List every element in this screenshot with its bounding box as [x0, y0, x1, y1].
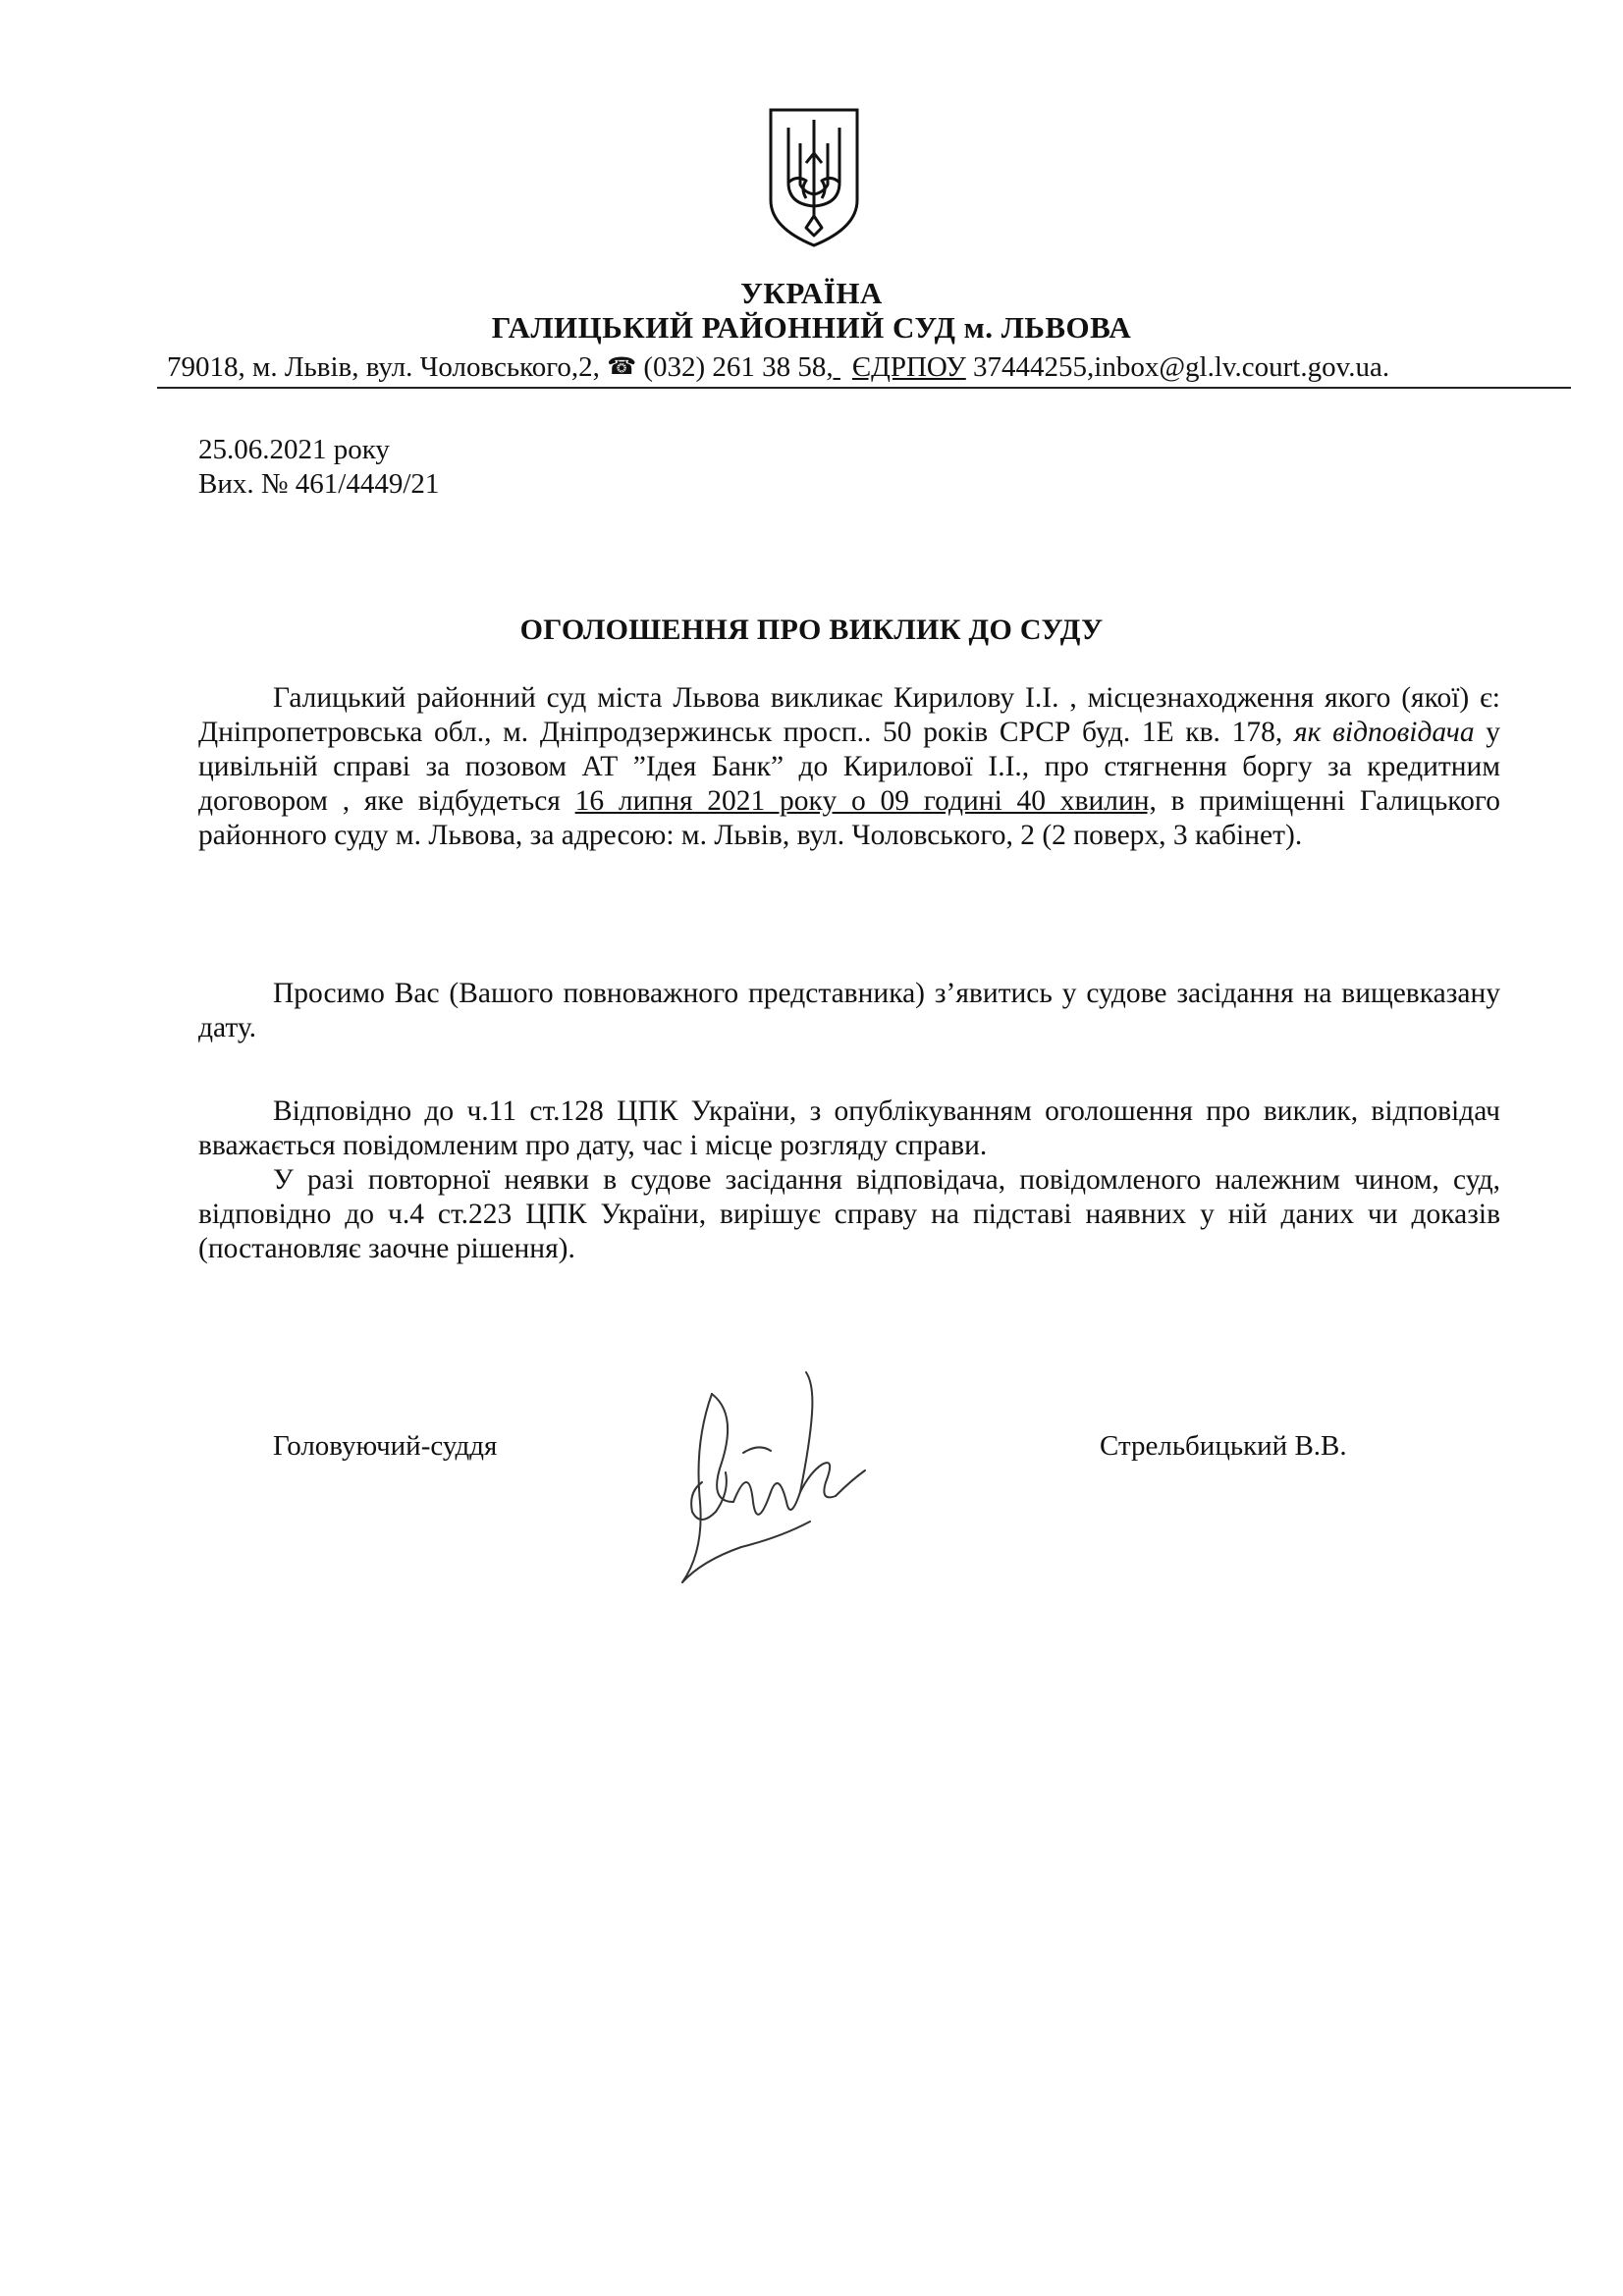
country-heading: УКРАЇНА [740, 276, 883, 310]
default-judgment-paragraph: У разі повторної неявки в судове засідання відповідача, повідомленого належним чином, суд, відповідно до ч.4 ст.223 ЦПК України, вирішує справу на підставі наявних у ній даних чи доказів (постановляє заочне рішення). [198, 1164, 1500, 1264]
hearing-datetime: 16 липня 2021 року о 09 годині 40 хвилин, [574, 785, 1157, 817]
outgoing-number: Вих. № 461/4449/21 [198, 468, 440, 500]
summons-paragraph: Галицький районний суд міста Львова викликає Кирилову І.І. , місцезнаходження якого (якої) є: Дніпропетровська обл., м. Дніпродзержинськ просп.. 50 років СРСР буд. 1Е кв. 178, як відповідача у цивільній справі за позовом АТ ”Ідея Банк” до Кирилової І.І., про стягнення боргу за кредитним договором , яке відбудеться 16 липня 2021 року о 09 годині 40 хвилин, в приміщенні Галицького районного суду м. Львова, за адресою: м. Львів, вул. Чоловського, 2 (2 поверх, 3 кабінет). [198, 682, 1501, 851]
phone-icon: ☎ [607, 354, 637, 380]
defendant-role: як відповідача [1293, 717, 1475, 748]
edrpou-and-email: 37444255,inbox@gl.lv.court.gov.ua. [973, 351, 1390, 383]
court-phone: (032) 261 38 58 [643, 351, 827, 383]
signatory-role: Головуючий-суддя [273, 1430, 498, 1462]
document-title: ОГОЛОШЕННЯ ПРО ВИКЛИК ДО СУДУ [519, 614, 1104, 646]
court-name-heading: ГАЛИЦЬКИЙ РАЙОННИЙ СУД м. ЛЬВОВА [491, 310, 1132, 345]
court-contacts: 79018, м. Львів, вул. Чоловського,2, ☎ (032) 261 38 58, ЄДРПОУ 37444255,inbox@gl.lv.court.gov.ua. [167, 351, 1390, 383]
request-paragraph: Просимо Вас (Вашого повноважного представника) з’явитись у судове засідання на вищевказану дату. [198, 978, 1500, 1043]
edrpou-label: ЄДРПОУ [851, 351, 966, 383]
coat-of-arms-trident-icon [767, 106, 861, 249]
handwritten-signature [643, 1355, 869, 1590]
header-divider [157, 387, 1571, 389]
judge-name: Стрельбицький В.В. [1100, 1430, 1347, 1462]
notice-paragraph: Відповідно до ч.11 ст.128 ЦПК України, з опублікуванням оголошення про виклик, відповідач вважається повідомленим про дату, час і місце розгляду справи. [198, 1095, 1500, 1161]
document-date: 25.06.2021 року [198, 434, 390, 465]
court-address: 79018, м. Львів, вул. Чоловського,2, [167, 351, 600, 383]
